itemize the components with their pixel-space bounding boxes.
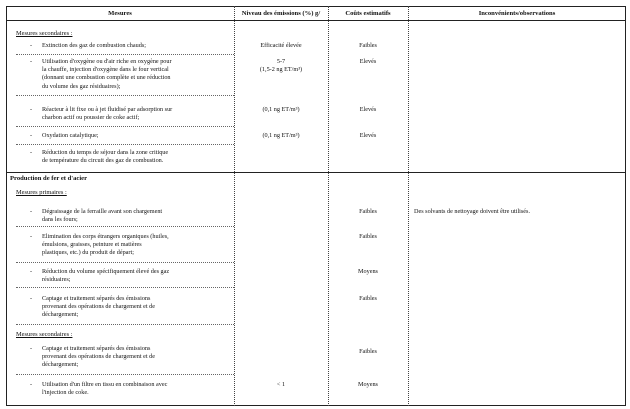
measure-text: Oxydation catalytique;	[42, 132, 99, 139]
emission-value: (0,1 ng ET/m³)	[262, 106, 300, 113]
row-separator	[16, 95, 234, 96]
header-notes: Inconvénients/observations	[478, 10, 556, 17]
cost-value: Faibles	[359, 348, 377, 355]
header-emissions: Niveau des émissions (%) g/	[241, 10, 321, 17]
cost-value: Elevés	[359, 58, 377, 65]
section-title: Production de fer et d'acier	[10, 175, 88, 182]
bullet-dash: -	[30, 132, 33, 139]
primary-measures-heading: Mesures primaires :	[16, 189, 67, 196]
bullet-dash: -	[30, 268, 33, 275]
row-separator	[16, 144, 234, 145]
emission-value: 5-7 (1,5-2 ng ET/m³)	[259, 58, 303, 74]
row-separator	[16, 54, 234, 55]
bullet-dash: -	[30, 208, 33, 215]
cost-value: Faibles	[359, 208, 377, 215]
measure-text: Captage et traitement séparés des émissions provenant des opérations de chargement et de déchargement;	[42, 345, 155, 369]
cost-value: Faibles	[359, 42, 377, 49]
secondary-measures-heading: Mesures secondaires :	[16, 331, 73, 338]
cost-value: Elevés	[359, 132, 377, 139]
header-rule	[6, 20, 626, 21]
measure-text: Réduction du volume spécifiquement élevé des gaz résiduaires;	[42, 268, 170, 284]
bullet-dash: -	[30, 345, 33, 352]
bullet-dash: -	[30, 58, 33, 65]
row-separator	[16, 374, 234, 375]
header-costs: Coûts estimatifs	[345, 10, 391, 17]
emission-value: < 1	[276, 381, 286, 388]
bullet-dash: -	[30, 233, 33, 240]
cost-value: Moyens	[358, 268, 378, 275]
bullet-dash: -	[30, 295, 33, 302]
bullet-dash: -	[30, 42, 33, 49]
secondary-measures-heading: Mesures secondaires :	[16, 30, 73, 37]
cost-value: Faibles	[359, 233, 377, 240]
measure-text: Extinction des gaz de combustion chauds;	[42, 42, 146, 49]
row-separator	[16, 287, 234, 288]
row-separator	[16, 324, 234, 325]
cost-value: Faibles	[359, 295, 377, 302]
bullet-dash: -	[30, 106, 33, 113]
measure-text: Elimination des corps étrangers organiques (huiles, émulsions, graisses, peinture et matières plastiques, etc.) du produit de départ;	[42, 233, 169, 257]
bullet-dash: -	[30, 381, 33, 388]
cost-value: Moyens	[358, 381, 378, 388]
row-separator	[16, 126, 234, 127]
measure-text: Réduction du temps de séjour dans la zone critique de température du circuit des gaz de combustion.	[42, 149, 169, 165]
section-rule	[6, 172, 626, 173]
row-separator	[16, 262, 234, 263]
header-measures: Mesures	[108, 10, 132, 17]
bullet-dash: -	[30, 149, 33, 156]
measure-text: Utilisation d'un filtre en tissu en combinaison avec l'injection de coke.	[42, 381, 168, 397]
column-divider	[408, 6, 409, 406]
measure-text: Captage et traitement séparés des émissions provenant des opérations de chargement et de déchargement;	[42, 295, 155, 319]
cost-value: Elevés	[359, 106, 377, 113]
measure-text: Utilisation d'oxygène ou d'air riche en oxygène pour la chauffe, injection d'oxygène dans le four vertical (donnant une combustion complète et une réduction du volume des gaz résiduaires);	[42, 58, 172, 90]
row-separator	[16, 226, 234, 227]
measure-text: Réacteur à lit fixe ou à jet fluidisé par adsorption sur charbon actif ou poussier de coke actif;	[42, 106, 173, 122]
emission-value: Efficacité élevée	[260, 42, 302, 49]
emission-value: (0,1 ng ET/m³)	[262, 132, 300, 139]
measure-text: Dégraissage de la ferraille avant son chargement dans les fours;	[42, 208, 163, 224]
observation-text: Des solvants de nettoyage doivent être utilisés.	[414, 208, 530, 215]
